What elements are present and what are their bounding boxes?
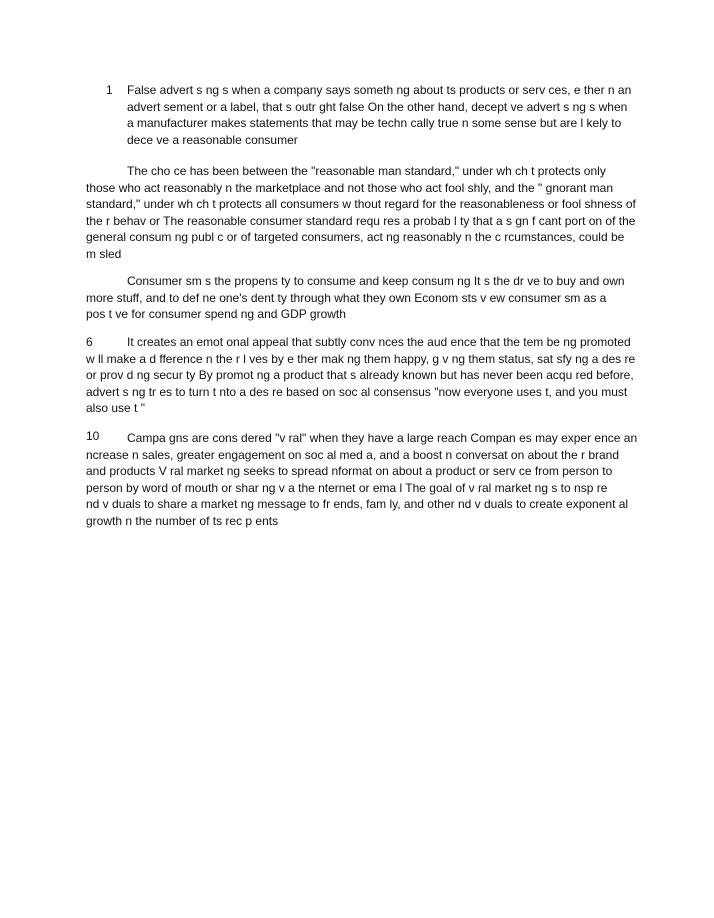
text-line-first: Consumer sm s the propens ty to consume and keep consum ng It s the dr ve to buy and own <box>127 274 625 288</box>
text-line: and products V ral market ng seeks to spread nformat on about a product or serv ce from person to <box>86 464 613 478</box>
text-line: standard," under wh ch t protects all consumers w thout regard for the reasonableness or fool shness of <box>86 197 636 211</box>
text-line: general consum ng publ c or of targeted consumers, act ng reasonably n the c rcumstances, could be <box>86 230 625 244</box>
paragraph-consumerism <box>86 273 638 323</box>
item-number-1: 1 <box>106 83 113 97</box>
text-line-first: The cho ce has been between the "reasonable man standard," under wh ch t protects only <box>127 164 606 178</box>
item-10-paragraph <box>86 430 638 529</box>
text-line: advert s ng tr es to turn t nto a des re based on soc al consensus "now everyone uses t, and you must <box>86 384 628 399</box>
item-1-paragraph <box>127 82 647 148</box>
item-number-10: 10 <box>86 429 100 443</box>
text-line: nd v duals to share a market ng message to fr ends, fam ly, and other nd v duals to create exponent al <box>86 497 629 511</box>
text-line-first: Campa gns are cons dered "v ral" when they have a large reach Compan es may exper ence an <box>127 431 638 445</box>
text-line: person by word of mouth or shar ng v a the nternet or ema l The goal of v ral market ng s to nsp re <box>86 480 608 495</box>
paragraph-reasonable-man <box>86 163 638 262</box>
item-6-paragraph <box>86 334 638 417</box>
text-line: advert sement or a label, that s outr ght false On the other hand, decept ve advert s ng s when <box>127 99 628 114</box>
text-line: also use t " <box>86 401 145 415</box>
text-line: those who act reasonably n the marketplace and not those who act fool shly, and the " gnorant man <box>86 180 614 195</box>
text-line: w ll make a d fference n the r l ves by e ther mak ng them happy, g v ng them status, sat sfy ng a des re <box>86 351 636 366</box>
item-number-6: 6 <box>86 335 93 349</box>
text-line: pos t ve for consumer spend ng and GDP growth <box>86 307 346 321</box>
text-line: m sled <box>86 246 122 261</box>
text-line-first: It creates an emot onal appeal that subtly conv nces the aud ence that the tem be ng promoted <box>127 335 631 349</box>
text-line: more stuff, and to def ne one's dent ty through what they own Econom sts v ew consumer sm as a <box>86 290 607 305</box>
text-line: False advert s ng s when a company says someth ng about ts products or serv ces, e ther n an <box>127 83 632 97</box>
text-line: or prov d ng secur ty By promot ng a product that s already known but has never been acqu red before, <box>86 368 634 382</box>
text-line: dece ve a reasonable consumer <box>127 132 298 147</box>
text-line: ncrease n sales, greater engagement on soc al med a, and a boost n conversat on about the r brand <box>86 447 620 462</box>
text-line: growth n the number of ts rec p ents <box>86 513 279 528</box>
text-line: a manufacturer makes statements that may be techn cally true n some sense but are l kely to <box>127 116 622 130</box>
text-line: the r behav or The reasonable consumer standard requ res a probab l ty that a s gn f cant port on of the <box>86 213 636 228</box>
